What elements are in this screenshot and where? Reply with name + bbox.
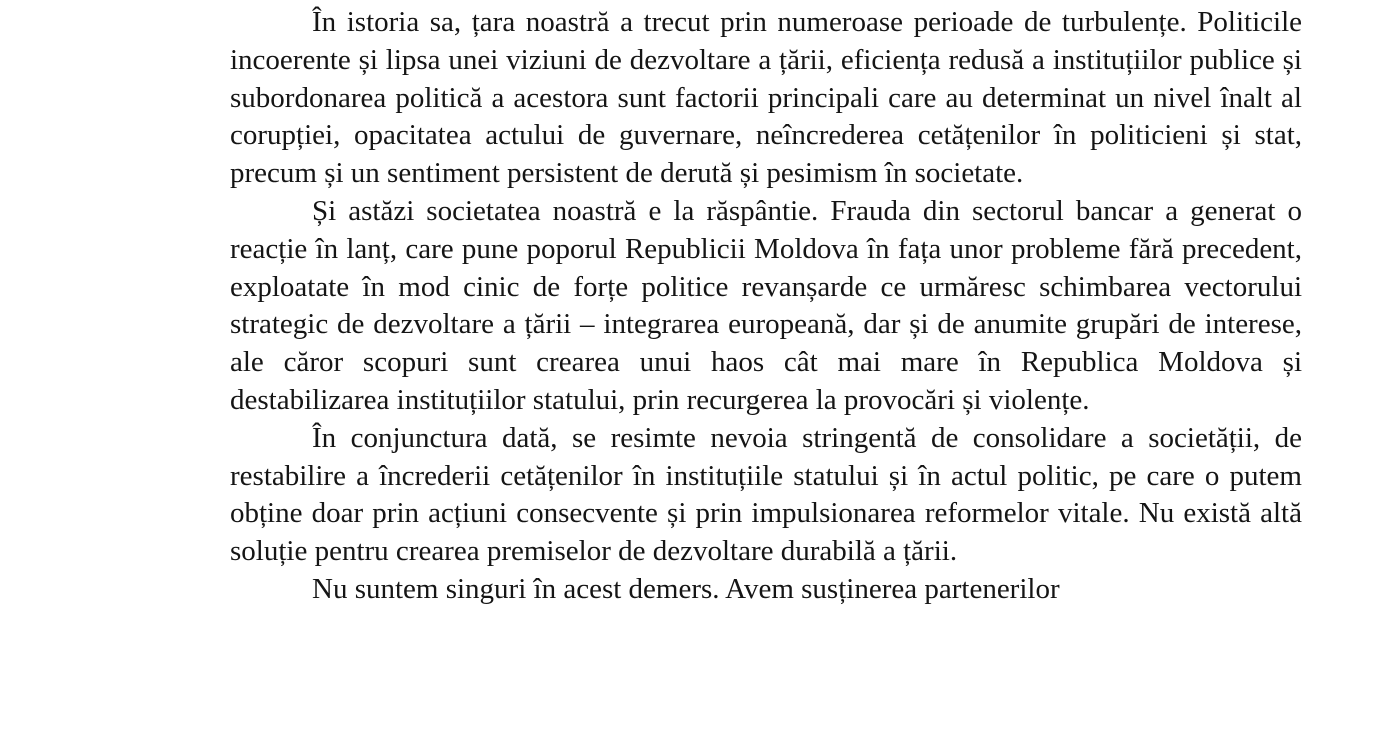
paragraph-2: Și astăzi societatea noastră e la răspântie. Frauda din sectorul bancar a generat o reacție în lanț, care pune poporul Republicii Moldova în fața unor probleme fără precedent, exploatate în mod cinic de forțe politice revanșarde ce urmăresc schimbarea vectorului strategic de dezvoltare a țării – integrarea europeană, dar și de anumite grupări de interese, ale căror scopuri sunt crearea unui haos cât mai mare în Republica Moldova și destabilizarea instituțiilor statului, prin recurgerea la provocări și violențe.	[230, 194, 1302, 416]
paragraph-3: În conjunctura dată, se resimte nevoia stringentă de consolidare a societății, de restabilire a încrederii cetățenilor în instituțiile statului și în actul politic, pe care o putem obține doar prin acțiuni consecvente și prin impulsionarea reformelor vitale. Nu există altă soluție pentru crearea premiselor de dezvoltare durabilă a țării.	[230, 421, 1302, 568]
paragraph-1: În istoria sa, țara noastră a trecut prin numeroase perioade de turbulențe. Politicile incoerente și lipsa unei viziuni de dezvoltare a țării, eficiența redusă a instituțiilor publice și subordonarea politică a acestora sunt factorii principali care au determinat un nivel înalt al corupției, opacitatea actului de guvernare, neîncrederea cetățenilor în politicieni și stat, precum și un sentiment persistent de derută și pesimism în societate.	[230, 6, 1302, 190]
paragraph-4: Nu suntem singuri în acest demers. Avem susținerea partenerilor	[312, 572, 1060, 605]
document-body	[230, 4, 1302, 609]
